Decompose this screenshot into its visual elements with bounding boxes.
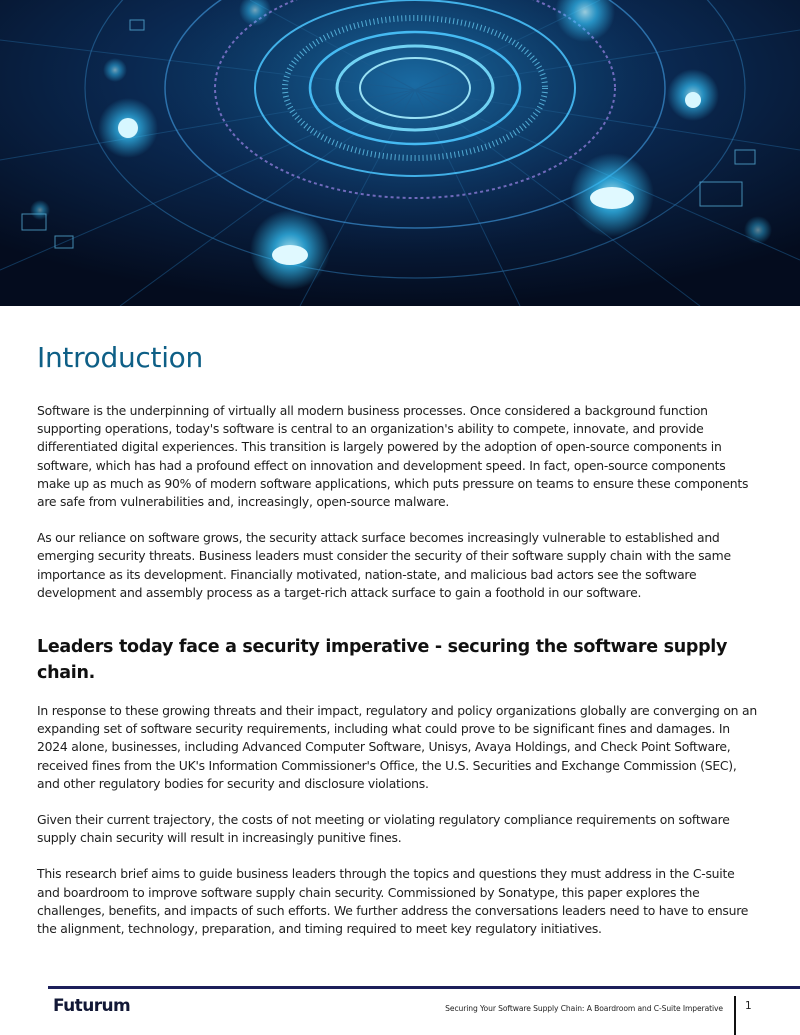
section-heading: Leaders today face a security imperative - securing the software supply chain. xyxy=(37,637,728,684)
footer-document-title: Securing Your Software Supply Chain: A Boardroom and C-Suite Imperative xyxy=(445,1004,723,1013)
section-paragraph: This research brief aims to guide business leaders through the topics and questions they must address in the C-suite and boardroom to improve software supply chain security. Commissioned by Sonatype, this paper explores the challenges, benefits, and impacts of such efforts. We further address the conversations leaders need to have to ensure the alignment, technology, preparation, and timing required to meet key regulatory initiatives. xyxy=(37,866,749,937)
intro-paragraph: As our reliance on software grows, the security attack surface becomes increasingly vulnerable to established and emerging security threats. Business leaders must consider the security of their software supply chain with the same importance as its development. Financially motivated, nation-state, and malicious bad actors see the software development and assembly process as a target-rich attack surface to gain a foothold in our software. xyxy=(37,530,731,600)
circuit-illustration xyxy=(0,0,800,306)
section-paragraph: Given their current trajectory, the costs of not meeting or violating regulatory compliance requirements on software supply chain security will result in increasingly punitive fines. xyxy=(37,812,730,846)
footer-divider xyxy=(734,996,736,1035)
footer-rule xyxy=(48,986,800,989)
hero-image xyxy=(0,0,800,306)
futurum-logo: Futurum xyxy=(53,996,131,1016)
page-number: 1 xyxy=(745,1000,752,1012)
main-content xyxy=(37,336,757,938)
section-paragraph: In response to these growing threats and their impact, regulatory and policy organizations globally are converging on an expanding set of software security requirements, including what could prove to be significant fines and damages. In 2024 alone, businesses, including Advanced Computer Software, Unisys, Avaya Holdings, and Check Point Software, received fines from the UK's Information Commissioner's Office, the U.S. Securities and Exchange Commission (SEC), and other regulatory bodies for security and disclosure violations. xyxy=(37,703,757,791)
intro-paragraph: Software is the underpinning of virtually all modern business processes. Once considered a background function supporting operations, today's software is central to an organization's ability to compete, innovate, and provide differentiated digital experiences. This transition is largely powered by the adoption of open-source components in software, which has had a profound effect on innovation and development speed. In fact, open-source components make up as much as 90% of modern software applications, which puts pressure on teams to ensure these components are safe from vulnerabilities and, increasingly, open-source malware. xyxy=(37,403,749,510)
page-title: Introduction xyxy=(37,341,203,374)
